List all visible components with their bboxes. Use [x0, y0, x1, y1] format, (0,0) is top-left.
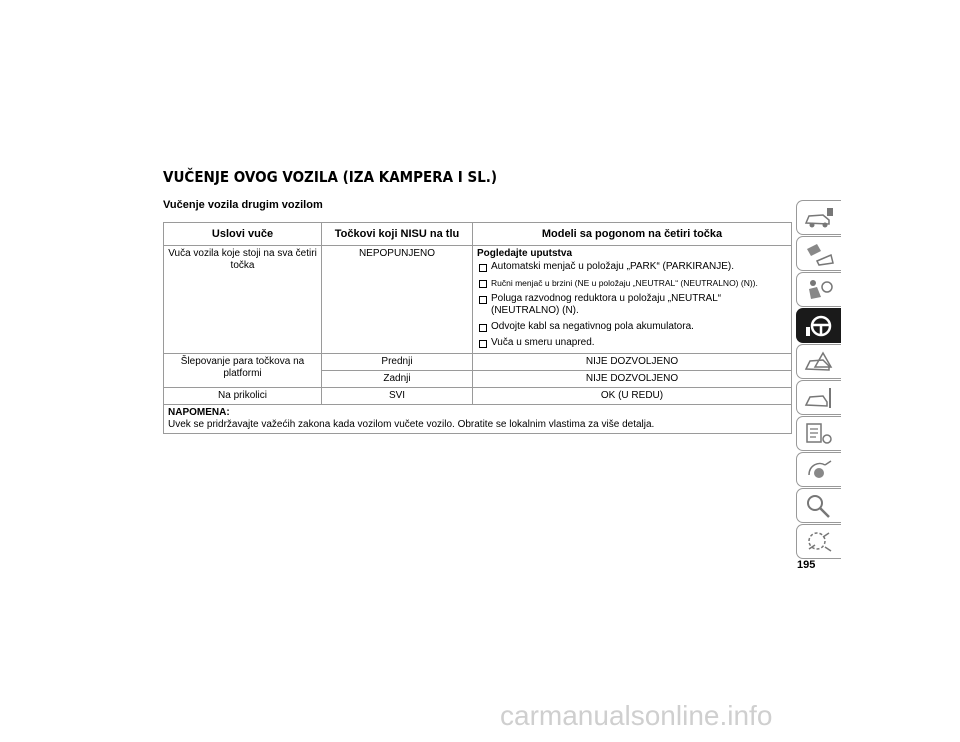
- checkbox-bullet-icon: [479, 296, 487, 304]
- dashboard-warning-icon: [803, 241, 835, 267]
- tab-dashboard[interactable]: [796, 236, 841, 271]
- checkbox-bullet-icon: [479, 264, 487, 272]
- condition-flat-tow: Vuča vozila koje stoji na sva četiri točka: [164, 246, 322, 354]
- chapter-tabs: [796, 200, 841, 560]
- tab-emergency[interactable]: [796, 344, 841, 379]
- index-search-icon: [803, 493, 835, 519]
- checkbox-bullet-icon: [479, 340, 487, 348]
- header-4wd-models: Modeli sa pogonom na četiri točka: [473, 223, 792, 246]
- page-number: 195: [797, 559, 816, 571]
- steering-wheel-icon: [803, 313, 835, 339]
- table-header-row: [164, 223, 792, 246]
- tab-safety[interactable]: [796, 272, 841, 307]
- table-row: [164, 405, 792, 434]
- wheels-trailer: SVI: [322, 388, 473, 405]
- value-trailer: OK (U REDU): [473, 388, 792, 405]
- instructions-cell: [473, 246, 792, 354]
- list-item: Poluga razvodnog reduktora u položaju „NEUTRAL“ (NEUTRALNO) (N).: [477, 293, 787, 317]
- subsection-title: Vučenje vozila drugim vozilom: [163, 199, 323, 211]
- airbag-safety-icon: [803, 277, 835, 303]
- wheels-flat-tow: NEPOPUNJENO: [322, 246, 473, 354]
- wheels-rear: Zadnji: [322, 371, 473, 388]
- list-item: Vuča u smeru unapred.: [477, 337, 787, 349]
- tab-multimedia[interactable]: [796, 452, 841, 487]
- table-row: [164, 246, 792, 354]
- languages-icon: [803, 529, 835, 555]
- note-text: Uvek se pridržavajte važećih zakona kada vozilom vučete vozilo. Obratite se lokalnim vlastima za više detalja.: [168, 419, 655, 430]
- list-item: Odvojte kabl sa negativnog pola akumulatora.: [477, 321, 787, 333]
- section-title: VUČENJE OVOG VOZILA (IZA KAMPERA I SL.): [163, 168, 498, 186]
- checkbox-bullet-icon: [479, 324, 487, 332]
- value-front: NIJE DOZVOLJENO: [473, 354, 792, 371]
- tab-index[interactable]: [796, 488, 841, 523]
- car-info-icon: [803, 205, 835, 231]
- list-item: Automatski menjač u položaju „PARK“ (PARKIRANJE).: [477, 261, 787, 273]
- header-wheels-off-ground: Točkovi koji NISU na tlu: [322, 223, 473, 246]
- multimedia-icon: [803, 457, 835, 483]
- service-maintenance-icon: [803, 385, 835, 411]
- tab-service[interactable]: [796, 380, 841, 415]
- specifications-icon: [803, 421, 835, 447]
- condition-trailer: Na prikolici: [164, 388, 322, 405]
- instructions-header: Pogledajte uputstva: [477, 248, 573, 259]
- checkbox-bullet-icon: [479, 280, 487, 288]
- tab-specifications[interactable]: [796, 416, 841, 451]
- header-towing-condition: Uslovi vuče: [164, 223, 322, 246]
- towing-table: [163, 222, 792, 434]
- condition-dolly-tow: Šlepovanje para točkova na platformi: [164, 354, 322, 388]
- value-rear: NIJE DOZVOLJENO: [473, 371, 792, 388]
- tab-languages[interactable]: [796, 524, 841, 559]
- table-row: [164, 354, 792, 371]
- tab-driving[interactable]: [796, 308, 841, 343]
- note-cell: [164, 405, 792, 434]
- table-row: [164, 388, 792, 405]
- emergency-icon: [803, 349, 835, 375]
- note-header: NAPOMENA:: [168, 407, 230, 418]
- watermark: carmanualsonline.info: [500, 700, 773, 731]
- list-item: Ručni menjač u brzini (NE u položaju „NEUTRAL“ (NEUTRALNO) (N)).: [477, 277, 787, 289]
- wheels-front: Prednji: [322, 354, 473, 371]
- tab-car-info[interactable]: [796, 200, 841, 235]
